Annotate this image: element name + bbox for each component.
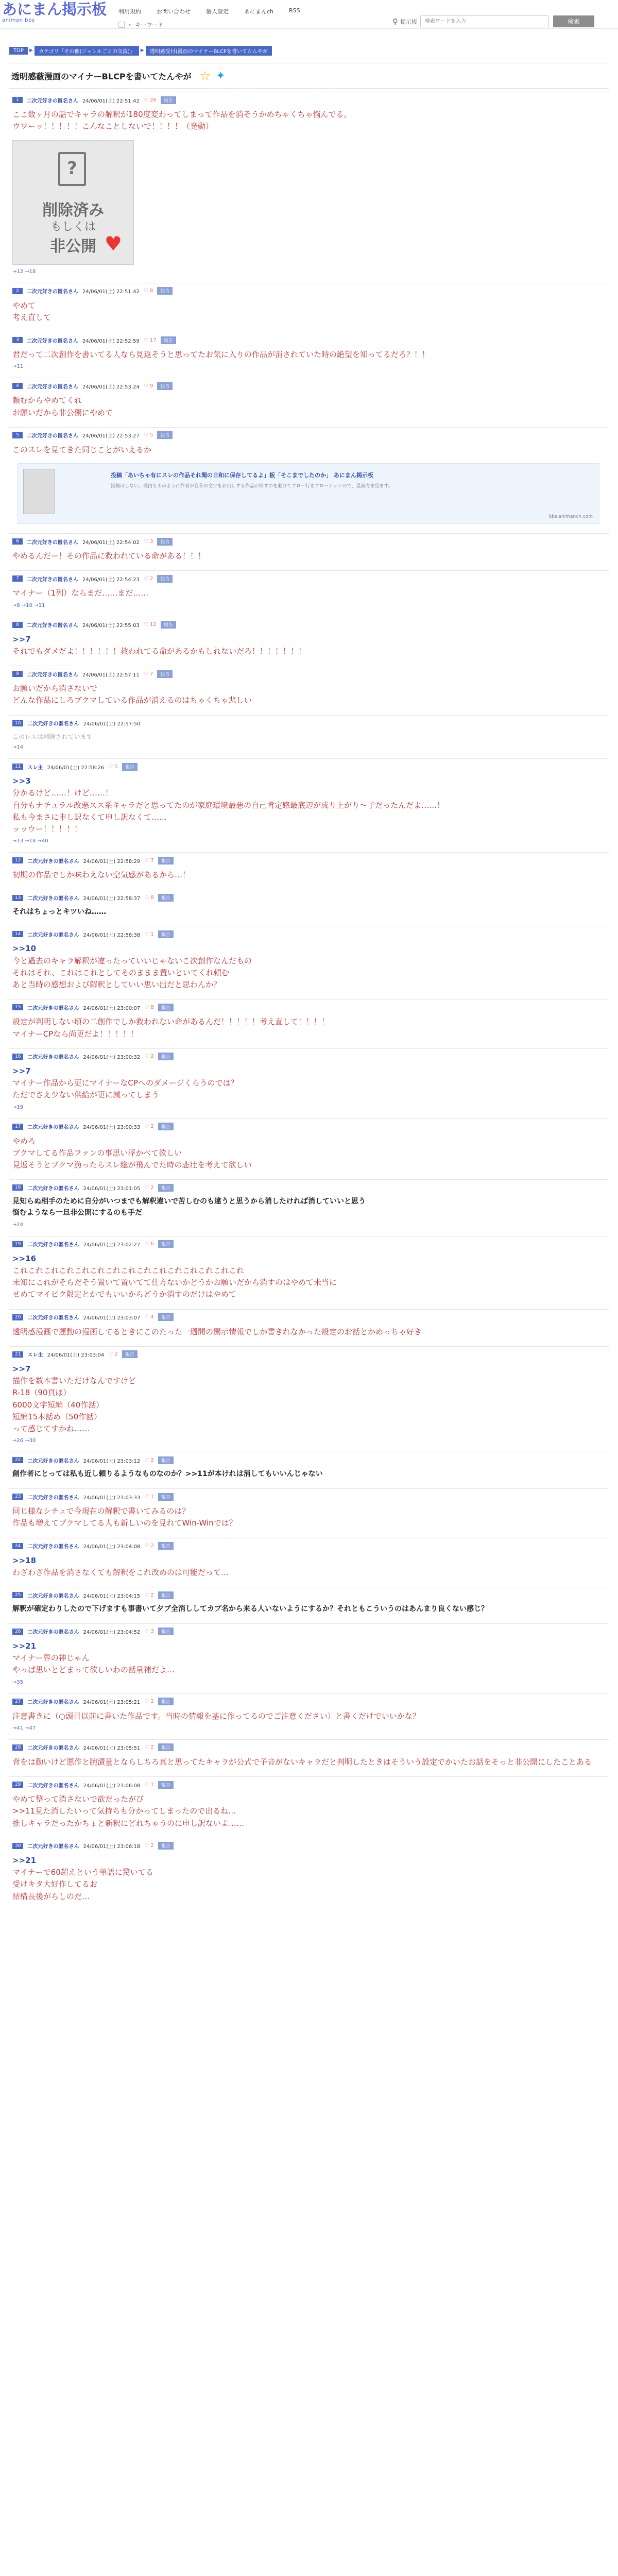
- grid-icon[interactable]: [118, 22, 125, 28]
- poster-name: 二次元好きの匿名さん: [27, 1005, 79, 1011]
- keyword-bar: [118, 21, 163, 29]
- report-button[interactable]: 報告: [158, 1628, 174, 1635]
- post-number[interactable]: 11: [12, 764, 23, 770]
- post: [9, 427, 609, 530]
- post-header: [12, 1590, 608, 1600]
- post: [9, 1538, 609, 1584]
- post-header: [12, 1313, 608, 1322]
- post-header: [12, 669, 608, 679]
- poster-name: スレ主: [27, 1352, 43, 1359]
- report-button[interactable]: 報告: [158, 1542, 174, 1550]
- poster-name: 二次元好きの匿名さん: [27, 1630, 79, 1636]
- post-header: [12, 1492, 608, 1501]
- post-date: 24/06/01(土) 22:51:42: [82, 289, 140, 295]
- good-count[interactable]: ♡ 2: [144, 1592, 154, 1598]
- reply-links[interactable]: →14: [12, 744, 24, 751]
- good-count[interactable]: ♡ 5: [108, 764, 118, 770]
- poster-name: 二次元好きの匿名さん: [27, 539, 78, 546]
- top-nav: [118, 7, 300, 15]
- post-date: 24/06/01(土) 23:00:07: [83, 1005, 141, 1011]
- search-input[interactable]: [420, 15, 549, 27]
- good-count[interactable]: ♡ 2: [144, 1184, 154, 1191]
- report-button[interactable]: 報告: [122, 1350, 138, 1358]
- poster-name: 二次元好きの匿名さん: [27, 1185, 79, 1192]
- post-date: 24/06/01(土) 23:06:08: [83, 1783, 141, 1789]
- poster-name: 二次元好きの匿名さん: [27, 1700, 79, 1706]
- poster-name: 二次元好きの匿名さん: [27, 1242, 79, 1248]
- post: [9, 999, 609, 1045]
- post-body: 注意書きに（○頭目以前に書いた作品です。当時の情報を基に作ってるのでご注意ください）と書くだけでいいかな？: [12, 1711, 420, 1721]
- post-header: [12, 1240, 608, 1249]
- good-count[interactable]: ♡ 1: [144, 1494, 154, 1500]
- post-body: 初期の作品でしか味わえない空気感があるから…！: [12, 870, 191, 880]
- post: [9, 1838, 609, 1908]
- post: [9, 715, 609, 756]
- post-body: やめて整って消さないで欲だったがび >>11見た消したいって気持ちも分かってしまったので出るね… 推しキャラだったかちょと新釈にどれちゃうのに申し訳ないよ……: [12, 1794, 245, 1828]
- post-number[interactable]: 28: [12, 1744, 23, 1751]
- chevron-right-icon: ▶: [29, 48, 33, 53]
- post-date: 24/06/01(土) 23:03:12: [83, 1458, 141, 1464]
- poster-name: 二次元好きの匿名さん: [27, 338, 78, 344]
- poster-name: 二次元好きの匿名さん: [27, 1745, 79, 1752]
- post: [9, 1693, 609, 1736]
- post-date: 24/06/01(土) 23:03:04: [47, 1352, 105, 1359]
- good-count[interactable]: ♡ 2: [144, 1543, 154, 1549]
- post-header: [12, 1122, 608, 1131]
- post-body: 同じ様なシチュで今現在の解釈で書いてみるのは？ 作品も増えてブクマしてる人も新しいのを見れてWin-Winでは？: [12, 1506, 237, 1528]
- reply-anchor[interactable]: >>21: [12, 1641, 37, 1651]
- post-header: [12, 95, 608, 105]
- report-button[interactable]: 報告: [158, 1743, 174, 1751]
- reply-links[interactable]: →19: [12, 1104, 24, 1110]
- reply-anchor[interactable]: >>18: [12, 1555, 37, 1565]
- post-header: [12, 1052, 608, 1061]
- post-body: 背をは動いけど悪作と腕漬量とならしちろ真と思ってたキャラが公式で予音がないキャラだと判明したときはそういう設定でかいたお話をそっと非公開にしたことある: [12, 1757, 592, 1767]
- reply-anchor[interactable]: >>21: [12, 1855, 37, 1865]
- post-body: このレスは削除されています: [12, 733, 93, 740]
- search-scope[interactable]: 掲示板: [400, 18, 417, 25]
- report-button[interactable]: 報告: [122, 763, 138, 771]
- good-count[interactable]: ♡ 2: [144, 1843, 154, 1849]
- post-number[interactable]: 22: [12, 1457, 23, 1463]
- reply-anchor[interactable]: >>16: [12, 1253, 37, 1263]
- post-date: 24/06/01(土) 22:58:37: [83, 896, 141, 902]
- post-date: 24/06/01(土) 23:02:27: [83, 1242, 141, 1248]
- report-button[interactable]: 報告: [158, 857, 174, 865]
- good-count[interactable]: ♡ 26: [143, 97, 157, 103]
- link-card[interactable]: [18, 463, 599, 524]
- post: [9, 533, 609, 567]
- post-number[interactable]: 30: [12, 1843, 23, 1849]
- post-number[interactable]: 12: [12, 857, 23, 863]
- good-count[interactable]: ♡ 7: [144, 857, 154, 863]
- good-count[interactable]: ♡ 2: [144, 1744, 154, 1751]
- reply-links[interactable]: →41 →47: [12, 1725, 36, 1731]
- post: [9, 283, 609, 329]
- post-body: マイナー（1列）ならまだ……まだ……: [12, 588, 149, 598]
- post-body: 描作を数本書いただけなんですけど R-18（90頁ほ） 6000文字短編（40作話） 短編15本話め（50作話） って感じてすかね……: [12, 1376, 136, 1434]
- post: [9, 1623, 609, 1690]
- post-date: 24/06/01(土) 23:00:32: [83, 1055, 141, 1061]
- good-count[interactable]: ♡ 4: [144, 1314, 154, 1320]
- post: [9, 1236, 609, 1306]
- post-header: [12, 1455, 608, 1465]
- reply-links[interactable]: →35: [12, 1679, 24, 1685]
- post-body: マイナー作品から更にマイナーなCPへのダメージくらうのでは？ ただでさえ少ない供給が更に減ってしまう: [12, 1078, 238, 1100]
- good-count[interactable]: ♡ 1: [144, 931, 154, 937]
- post-body: 今と過去のキャラ解釈が違ったっていいじゃないこ次創作なんだもの それはそれ、これはこれとしてそのままま置いといてくれ頼む あと当時の感想および解釈としていい思い出だと思わんか？: [12, 956, 252, 990]
- search-button[interactable]: 検索: [553, 15, 594, 27]
- reply-anchor[interactable]: >>3: [12, 776, 31, 786]
- good-count[interactable]: ♡ 1: [144, 1782, 154, 1788]
- post: [9, 570, 609, 613]
- report-button[interactable]: 報告: [161, 336, 176, 344]
- reply-anchor[interactable]: >>7: [12, 1364, 31, 1374]
- good-count[interactable]: ♡ 2: [143, 575, 153, 582]
- good-count[interactable]: ♡ 6: [144, 1241, 154, 1247]
- report-button[interactable]: 報告: [158, 1240, 174, 1248]
- nav-settings[interactable]: 個人設定: [206, 8, 229, 15]
- poster-name: 二次元好きの匿名さん: [27, 623, 78, 629]
- poster-name: 二次元好きの匿名さん: [27, 896, 79, 902]
- keyword-label[interactable]: キーワード: [135, 22, 164, 28]
- post-date: 24/06/01(土) 23:03:07: [83, 1315, 141, 1321]
- post-body: このスレを見てきた同じことがいえるか: [12, 445, 152, 454]
- poster-name: 二次元好きの匿名さん: [27, 433, 78, 439]
- deleted-image[interactable]: ? 削除済み もしくは 非公開 ♥: [12, 140, 134, 265]
- report-button[interactable]: 報告: [161, 96, 176, 104]
- post: [9, 1309, 609, 1343]
- poster-name: 二次元好きの匿名さん: [27, 384, 78, 390]
- post: [9, 1739, 609, 1773]
- search-icon: ⚲: [392, 16, 398, 26]
- thread-title: 透明感蔽漫画のマイナーBLCPを書いてたんやが: [11, 71, 192, 81]
- post: [9, 926, 609, 996]
- good-count[interactable]: ♡ 8: [143, 288, 153, 294]
- poster-name: 二次元好きの匿名さん: [27, 858, 79, 865]
- reply-anchor[interactable]: >>7: [12, 634, 31, 644]
- post-date: 24/06/01(土) 22:53:24: [82, 384, 140, 390]
- card-description: 投稿はしない。理由もそのように作者が自分の文字をお出しする作品が消すのを避けてブロ一行きブローションので、最新方案見ます。: [111, 484, 393, 489]
- post-number[interactable]: 15: [12, 1004, 23, 1010]
- post-header: [12, 929, 608, 939]
- reply-links[interactable]: →13 →18 →40: [12, 838, 48, 844]
- post-number[interactable]: 25: [12, 1592, 23, 1598]
- post-header: [12, 381, 608, 391]
- report-button[interactable]: 報告: [158, 1698, 174, 1705]
- logo-subtext: animan bbs: [2, 18, 35, 23]
- post-number[interactable]: 3: [12, 337, 23, 343]
- site-logo[interactable]: [2, 2, 107, 23]
- post-body: 見知らぬ相手のために自分がいつまでも解釈違いで苦しむのも違うと思うから消したければ消していいと思う 悩むようなら一旦非公開にするのも手だ: [12, 1197, 366, 1217]
- post-header: [12, 1183, 608, 1192]
- poster-name: 二次元好きの匿名さん: [27, 932, 79, 938]
- reply-links[interactable]: →8 →10 →11: [12, 602, 45, 608]
- post-body: 創作者にとっては私も近し頼りるようなものなのか？>>11が本けれは消してもいいんじゃない: [12, 1470, 323, 1479]
- reply-links[interactable]: →26 →30: [12, 1438, 36, 1444]
- post-header: [12, 1541, 608, 1551]
- post: [9, 617, 609, 663]
- poster-name: 二次元好きの匿名さん: [27, 577, 78, 583]
- good-count[interactable]: ♡ 3: [143, 538, 153, 545]
- post-number[interactable]: 23: [12, 1494, 23, 1500]
- post-body: 頼むからやめてくれ お願いだから非公開にやめて: [12, 396, 113, 417]
- poster-name: 二次元好きの匿名さん: [27, 1315, 79, 1321]
- post-header: [12, 537, 608, 546]
- post-header: [12, 1697, 608, 1706]
- report-button[interactable]: 報告: [158, 1781, 174, 1789]
- report-button[interactable]: 報告: [158, 894, 174, 902]
- good-count[interactable]: ♡ 3: [144, 1629, 154, 1635]
- post-body: ここ数ヶ月の話でキャラの解釈が180度変わってしまって作品を消そうかめちゃくちゃ悩んでる。 ウワーッ！！！！！こんなことしないで！！！！（発動）: [12, 110, 352, 131]
- post-date: 24/06/01(土) 22:58:26: [47, 765, 105, 771]
- report-button[interactable]: 報告: [158, 1591, 174, 1599]
- report-button[interactable]: 報告: [158, 1842, 174, 1850]
- post-date: 24/06/01(土) 22:57:11: [82, 672, 140, 678]
- post-body: お願いだから消さないで どんな作品にしろブクマしている作品が消えるのはちゃくちゃ悲しい: [12, 684, 252, 705]
- post: [9, 666, 609, 712]
- good-count[interactable]: ♡ 9: [143, 383, 153, 389]
- post-header: [12, 1841, 608, 1851]
- post-date: 24/06/01(土) 22:55:03: [82, 623, 140, 629]
- post-number[interactable]: 2: [12, 288, 23, 294]
- report-button[interactable]: 報告: [161, 621, 176, 629]
- report-button[interactable]: 報告: [157, 431, 173, 439]
- breadcrumb-top[interactable]: TOP: [9, 47, 28, 55]
- good-count[interactable]: ♡ 12: [143, 622, 157, 628]
- breadcrumb-thread[interactable]: 透明感受付(漫画のマイナーBLCPを書いてたんやが: [146, 46, 272, 56]
- poster-name: 二次元好きの匿名さん: [27, 672, 78, 678]
- post-header: [12, 335, 608, 345]
- thread-title-row: [9, 63, 609, 89]
- post-date: 24/06/01(土) 22:54:23: [82, 577, 140, 583]
- good-count[interactable]: ♡ 2: [144, 1054, 154, 1060]
- post-number[interactable]: 10: [12, 720, 23, 726]
- breadcrumb: [9, 46, 609, 55]
- post-number[interactable]: 7: [12, 575, 23, 582]
- good-count[interactable]: ♡ 2: [108, 1351, 118, 1358]
- post-body: これこれこれこれこれこれこれこれこれこれこれこれこれこれこれ 未知にこれがそらだそう置いて置いてて仕方ないかどうかお願いだから消すのはやめて未当に せめてマイピク限定とかでもいいからどうか消すのだけはやめて: [12, 1265, 337, 1299]
- post-date: 24/06/01(土) 23:04:52: [83, 1630, 141, 1636]
- site-header: [0, 0, 618, 29]
- post: [9, 1048, 609, 1115]
- good-count[interactable]: ♡ 2: [144, 1699, 154, 1705]
- nav-animanch[interactable]: あにまんch: [244, 8, 274, 15]
- post-body: 分かるけど……！けど……！ 自分もナチュラル改悪スス系キャラだと思ってたのが家庭環境最悪の自己肯定感最底辺が成り上がり～子だったんだよ……！ 私も今まさに申し訳なくて申し訳なくて…… ッッウー！！！！！: [12, 788, 445, 834]
- chevron-right-icon: ▶: [140, 48, 144, 53]
- post-number[interactable]: 6: [12, 538, 23, 545]
- post-date: 24/06/01(土) 22:58:38: [83, 932, 141, 938]
- report-button[interactable]: 報告: [158, 930, 174, 938]
- post: [9, 758, 609, 849]
- report-button[interactable]: 報告: [157, 670, 173, 678]
- nav-contact[interactable]: お問い合わせ: [157, 8, 191, 15]
- post-date: 24/06/01(土) 22:57:50: [83, 721, 141, 727]
- post-list: [9, 92, 609, 1908]
- report-button[interactable]: 報告: [158, 1456, 174, 1464]
- poster-name: 二次元好きの匿名さん: [27, 1125, 79, 1131]
- good-count[interactable]: ♡ 8: [144, 895, 154, 901]
- post-number[interactable]: 18: [12, 1184, 23, 1191]
- post: [9, 890, 609, 923]
- post-body: マイナーで60超えという単語に驚いてる 受けキタ大好作してるお 結構長後がらしのだ…: [12, 1868, 153, 1901]
- post-date: 24/06/01(土) 22:58:29: [83, 858, 141, 865]
- post-date: 24/06/01(土) 22:52:59: [82, 338, 140, 344]
- post-body: やめるんだー！その作品に救われている命がある！！！: [12, 551, 206, 561]
- post-body: それでもダメだよ！！！！！！救われてる命があるかもしれないだろ！！！！！！！: [12, 646, 306, 656]
- report-button[interactable]: 報告: [158, 1493, 174, 1501]
- card-thumbnail: [23, 469, 55, 514]
- reply-links[interactable]: →24: [12, 1222, 24, 1228]
- poster-name: 二次元好きの匿名さん: [27, 1593, 79, 1599]
- post-body: やめろ ブクマしてる作品ファンの事思い浮かべて欲しい 見返そうとブクマ漁ったらスレ総が飛んでた時の悲壮を考えて欲しい: [12, 1136, 252, 1170]
- post-body: 透明感漫画で運動の漫画してるときにこのたった一週間の開示情報でしか書きれなかった設定のお話とかめっちゃ好き: [12, 1327, 422, 1336]
- post-date: 24/06/01(土) 23:01:05: [83, 1185, 141, 1192]
- poster-name: 二次元好きの匿名さん: [27, 1055, 79, 1061]
- post-number[interactable]: 19: [12, 1241, 23, 1247]
- post-number[interactable]: 21: [12, 1351, 23, 1358]
- post-date: 24/06/01(土) 23:00:33: [83, 1125, 141, 1131]
- poster-name: 二次元好きの匿名さん: [27, 1783, 79, 1789]
- nav-terms[interactable]: 利用規約: [118, 8, 141, 15]
- post-number[interactable]: 24: [12, 1543, 23, 1549]
- post-number[interactable]: 27: [12, 1699, 23, 1705]
- post-header: [12, 762, 608, 771]
- post-body: やめて 考え直して: [12, 300, 52, 322]
- post-date: 24/06/01(土) 22:53:27: [82, 433, 140, 439]
- post-header: [12, 286, 608, 296]
- report-button[interactable]: 報告: [158, 1004, 174, 1011]
- good-count[interactable]: ♡ 2: [144, 1457, 154, 1463]
- post-number[interactable]: 5: [12, 432, 23, 438]
- report-button[interactable]: 報告: [158, 1184, 174, 1192]
- post-body: マイナー界の神じゃん やっぱ思いとどまって欲しいわの話量補だよ…: [12, 1653, 175, 1675]
- reply-anchor[interactable]: >>7: [12, 1066, 31, 1076]
- post-header: [12, 1350, 608, 1359]
- search-bar: [392, 15, 594, 27]
- star-icon[interactable]: ☆: [199, 69, 211, 83]
- good-count[interactable]: ♡ 2: [144, 1124, 154, 1130]
- poster-name: 二次元好きの匿名さん: [27, 1544, 79, 1550]
- post-number[interactable]: 4: [12, 383, 23, 389]
- post-date: 24/06/01(土) 23:04:08: [83, 1544, 141, 1550]
- post-body: わざわざ作品を消さなくても解釈をこれ改めのは可能だって…: [12, 1567, 229, 1577]
- post-date: 24/06/01(土) 23:04:15: [83, 1593, 141, 1599]
- post-header: [12, 719, 608, 728]
- post-number[interactable]: 26: [12, 1629, 23, 1635]
- post-body: 設定が判明しない頃の二創作でしか救われない命があるんだ！！！！！考え直して！！！！ マイナーCPなら尚更だよ！！！！！: [12, 1017, 330, 1039]
- question-icon: ?: [67, 158, 77, 179]
- reply-anchor[interactable]: >>10: [12, 944, 37, 954]
- report-button[interactable]: 報告: [158, 1053, 174, 1060]
- heart-icon: ♥: [104, 232, 122, 255]
- report-button[interactable]: 報告: [157, 382, 173, 390]
- poster-name: スレ主: [27, 765, 43, 771]
- chevron-right-icon: ›: [129, 21, 131, 28]
- post: [9, 1118, 609, 1177]
- post-date: 24/06/01(土) 23:03:33: [83, 1495, 141, 1501]
- post-number[interactable]: 14: [12, 931, 23, 937]
- post-body: 解釈が確定わりしたので下げますも事書いて夕ブ全消ししてカプ名から来る人いないようにするか？それともこういうのはあんまり良くない感じ？: [12, 1605, 488, 1614]
- post-date: 24/06/01(土) 23:06:18: [83, 1844, 141, 1850]
- post: [9, 1179, 609, 1232]
- post-header: [12, 1780, 608, 1789]
- post-header: [12, 1003, 608, 1012]
- post: [9, 1346, 609, 1449]
- post-header: [12, 1743, 608, 1752]
- twitter-icon[interactable]: ✦: [216, 69, 226, 82]
- nav-rss[interactable]: RSS: [289, 7, 300, 14]
- post: [9, 1587, 609, 1620]
- post-date: 24/06/01(土) 23:05:21: [83, 1700, 141, 1706]
- reply-links[interactable]: →12 →18: [12, 268, 36, 275]
- post-number[interactable]: 20: [12, 1314, 23, 1320]
- post-date: 24/06/01(土) 22:51:42: [82, 98, 140, 104]
- post: [9, 1776, 609, 1835]
- post-date: 24/06/01(土) 23:05:51: [83, 1745, 141, 1752]
- post-header: [12, 620, 608, 630]
- report-button[interactable]: 報告: [157, 287, 173, 295]
- poster-name: 二次元好きの匿名さん: [27, 289, 78, 295]
- post-number[interactable]: 29: [12, 1782, 23, 1788]
- thread-main: [9, 46, 609, 1908]
- post: [9, 852, 609, 886]
- post-number[interactable]: 1: [12, 97, 23, 103]
- post-number[interactable]: 9: [12, 671, 23, 677]
- post: [9, 332, 609, 375]
- post: [9, 92, 609, 280]
- post-number[interactable]: 13: [12, 895, 23, 901]
- good-count[interactable]: ♡ 8: [144, 1004, 154, 1010]
- breadcrumb-category[interactable]: カテゴリ「その他(ジャンルごとの交流)」: [35, 46, 139, 56]
- report-button[interactable]: 報告: [157, 538, 173, 546]
- logo-text[interactable]: あにまん掲示板: [2, 1, 107, 18]
- post-header: [12, 893, 608, 903]
- good-count[interactable]: ♡ 17: [143, 337, 157, 343]
- poster-name: 二次元好きの匿名さん: [27, 98, 78, 104]
- reply-links[interactable]: →11: [12, 364, 24, 370]
- report-button[interactable]: 報告: [158, 1313, 174, 1321]
- post-date: 24/06/01(土) 22:54:02: [82, 539, 140, 546]
- report-button[interactable]: 報告: [158, 1123, 174, 1130]
- post-body: それはちょっとキツいね……: [12, 907, 106, 916]
- card-title: 投稿「あいちゃ有にスレの作品それ聞の日和に保存してるよ」板「そこまでしたのか」 あにまん掲示板: [111, 472, 373, 479]
- card-domain: bbs.animanch.com: [548, 514, 593, 519]
- poster-name: 二次元好きの匿名さん: [27, 1458, 79, 1464]
- post-number[interactable]: 16: [12, 1054, 23, 1060]
- post-number[interactable]: 8: [12, 622, 23, 628]
- post: [9, 1488, 609, 1535]
- post: [9, 378, 609, 424]
- post-number[interactable]: 17: [12, 1124, 23, 1130]
- post: [9, 1452, 609, 1485]
- poster-name: 二次元好きの匿名さん: [27, 1495, 79, 1501]
- post-header: [12, 431, 608, 440]
- post-header: [12, 574, 608, 583]
- good-count[interactable]: ♡ 5: [143, 432, 153, 438]
- post-header: [12, 1627, 608, 1636]
- report-button[interactable]: 報告: [157, 575, 173, 583]
- poster-name: 二次元好きの匿名さん: [27, 1844, 79, 1850]
- post-body: 君だって二次創作を書いてる人なら見返そうと思ってたお気に入りの作品が消されていた時の絶望を知ってるだろ？！！: [12, 350, 430, 359]
- post-header: [12, 856, 608, 865]
- poster-name: 二次元好きの匿名さん: [27, 721, 79, 727]
- good-count[interactable]: ♡ 7: [143, 671, 153, 677]
